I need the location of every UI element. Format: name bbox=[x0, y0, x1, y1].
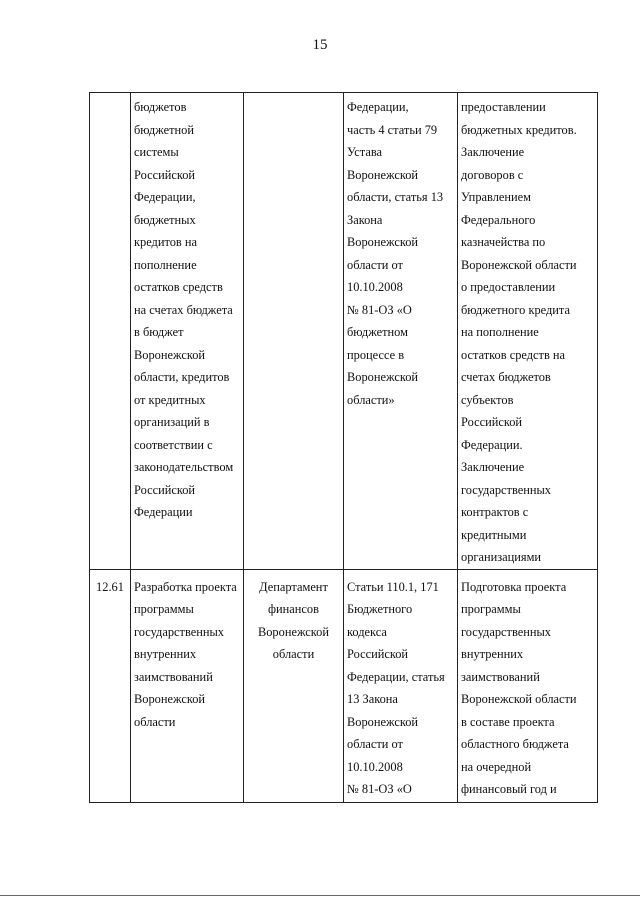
cell-text-line: Российской bbox=[134, 167, 196, 182]
cell-text-line: Управлением bbox=[461, 190, 531, 204]
cell-text-line: № 81-ОЗ «О bbox=[347, 302, 412, 317]
cell-text-line: Департамент bbox=[259, 579, 328, 594]
cell-text-line: области, кредитов bbox=[134, 370, 230, 384]
cell-text-line: областного бюджета bbox=[461, 737, 569, 751]
cell-text-line: Российской bbox=[134, 482, 196, 497]
cell-text-line: организаций в bbox=[134, 415, 210, 429]
page-number: 15 bbox=[312, 37, 328, 53]
executor-cell bbox=[244, 93, 344, 570]
cell-text-line: организациями bbox=[461, 550, 542, 564]
cell-text-line: области от bbox=[347, 257, 403, 272]
cell-text-line: Устава bbox=[347, 145, 383, 159]
cell-text-line: области bbox=[272, 647, 315, 661]
cell-text-line: кредитов на bbox=[134, 235, 198, 249]
cell-text-line: Воронежской bbox=[347, 167, 419, 182]
cell-text-line: программы bbox=[461, 602, 521, 616]
cell-text-line: предоставлении bbox=[461, 100, 546, 114]
cell-text-line: Заключение bbox=[461, 460, 525, 474]
cell-text-line: бюджетных bbox=[134, 212, 196, 227]
cell-text-line: Российской bbox=[347, 647, 409, 661]
cell-text-line: бюджетной bbox=[134, 122, 195, 137]
cell-text-line: программы bbox=[134, 602, 194, 616]
cell-text-line: № 81-ОЗ «О bbox=[347, 782, 412, 796]
cell-text-line: финансовый год и bbox=[461, 782, 557, 796]
cell-text-line: на счетах бюджета bbox=[134, 302, 233, 317]
cell-text-line: законодательством bbox=[134, 460, 234, 474]
table-row bbox=[90, 93, 598, 570]
executor-cell bbox=[244, 569, 344, 802]
cell-text-line: Бюджетного bbox=[347, 602, 413, 616]
activity-name-cell bbox=[131, 93, 244, 570]
cell-text-line: субъектов bbox=[461, 392, 514, 407]
cell-text-line: Подготовка проекта bbox=[461, 579, 567, 594]
bottom-rule bbox=[0, 895, 640, 896]
cell-text-line: Федерации bbox=[134, 505, 193, 519]
cell-text-line: часть 4 статьи 79 bbox=[347, 122, 438, 137]
result-cell bbox=[458, 569, 598, 802]
cell-text-line: в составе проекта bbox=[461, 714, 555, 729]
cell-text-line: Воронежской bbox=[347, 370, 419, 384]
cell-text-line: кодекса bbox=[347, 624, 387, 639]
legal-basis-cell bbox=[344, 93, 458, 570]
cell-text-line: Федерального bbox=[461, 212, 536, 227]
cell-text-line: системы bbox=[134, 145, 179, 159]
cell-text-line: соответствии с bbox=[134, 437, 213, 452]
cell-text-line: бюджетов bbox=[134, 100, 187, 114]
cell-text-line: Российской bbox=[461, 415, 523, 429]
cell-text-line: Заключение bbox=[461, 145, 525, 159]
cell-text-line: Федерации, bbox=[134, 190, 196, 204]
cell-text-line: Разработка проекта bbox=[134, 579, 237, 594]
cell-text-line: области bbox=[134, 714, 176, 729]
cell-text-line: кредитными bbox=[461, 527, 527, 542]
item-number-cell bbox=[90, 569, 131, 802]
cell-text-line: Воронежской bbox=[347, 235, 419, 249]
cell-text-line: области от bbox=[347, 737, 403, 751]
cell-text-line: финансов bbox=[268, 602, 319, 616]
cell-text-line: 10.10.2008 bbox=[347, 280, 403, 294]
cell-text-line: Статьи 110.1, 171 bbox=[347, 579, 439, 594]
cell-text-line: процессе в bbox=[347, 347, 405, 362]
cell-text-line: государственных bbox=[461, 482, 552, 497]
cell-text-line: области, статья 13 bbox=[347, 190, 444, 204]
cell-text-line: области» bbox=[347, 392, 395, 407]
cell-text-line: Воронежской bbox=[134, 692, 206, 706]
cell-text-line: государственных bbox=[134, 624, 225, 639]
cell-text-line: бюджетном bbox=[347, 325, 408, 339]
cell-text-line: Воронежской области bbox=[461, 257, 577, 272]
cell-text-line: Воронежской области bbox=[461, 692, 577, 706]
cell-text-line: 12.61 bbox=[96, 579, 124, 594]
cell-text-line: бюджетного кредита bbox=[461, 302, 570, 317]
activity-name-cell bbox=[131, 569, 244, 802]
cell-text-line: бюджетных кредитов. bbox=[461, 122, 577, 137]
cell-text-line: 13 Закона bbox=[347, 692, 398, 706]
cell-text-line: Закона bbox=[347, 212, 383, 227]
cell-text-line: договоров с bbox=[461, 167, 524, 182]
cell-text-line: от кредитных bbox=[134, 392, 206, 407]
plan-table bbox=[89, 92, 598, 803]
cell-text-line: остатков средств bbox=[134, 280, 223, 294]
cell-text-line: Воронежской bbox=[257, 624, 330, 639]
cell-text-line: в бюджет bbox=[134, 325, 184, 339]
cell-text-line: контрактов с bbox=[461, 505, 529, 519]
cell-text-line: заимствований bbox=[134, 669, 213, 684]
cell-text-line: остатков средств на bbox=[461, 347, 566, 362]
cell-text-line: Федерации, bbox=[347, 100, 409, 114]
cell-text-line: счетах бюджетов bbox=[461, 370, 551, 384]
cell-text-line: заимствований bbox=[461, 669, 540, 684]
cell-text-line: Воронежской bbox=[347, 714, 419, 729]
cell-text-line: на очередной bbox=[461, 759, 532, 774]
cell-text-line: государственных bbox=[461, 624, 552, 639]
cell-text-line: пополнение bbox=[134, 257, 197, 272]
cell-text-line: о предоставлении bbox=[461, 280, 556, 294]
cell-text-line: внутренних bbox=[134, 647, 197, 661]
cell-text-line: на пополнение bbox=[461, 325, 539, 339]
cell-text-line: Федерации. bbox=[461, 437, 523, 452]
cell-text-line: внутренних bbox=[461, 647, 524, 661]
item-number-cell bbox=[90, 93, 131, 570]
cell-text-line: Воронежской bbox=[134, 347, 206, 362]
cell-text-line: казначейства по bbox=[461, 235, 546, 249]
cell-text-line: Федерации, статья bbox=[347, 669, 445, 684]
result-cell bbox=[458, 93, 598, 570]
legal-basis-cell bbox=[344, 569, 458, 802]
table-row bbox=[90, 569, 598, 802]
cell-text-line: 10.10.2008 bbox=[347, 759, 403, 774]
